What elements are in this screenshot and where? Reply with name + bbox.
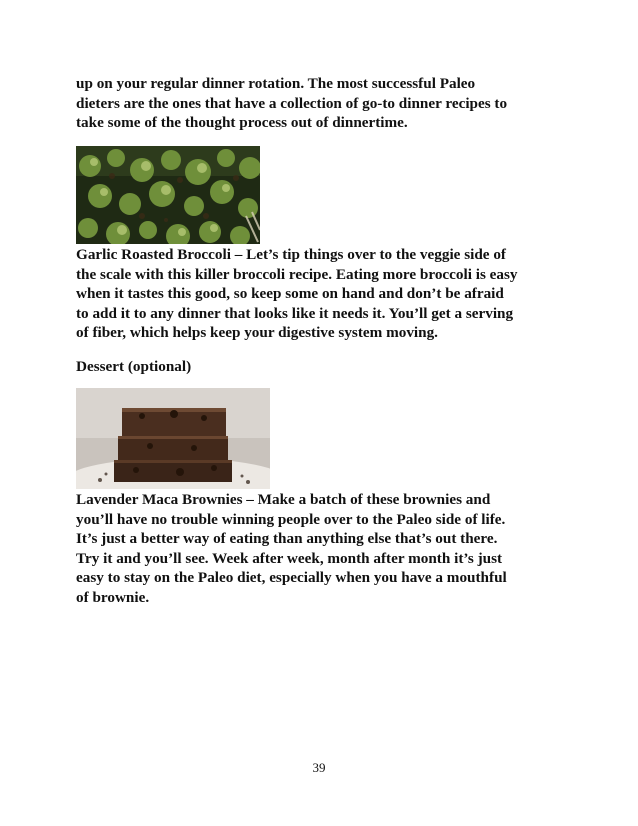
text-line: of fiber, which helps keep your digestive system moving. [76,324,438,342]
text-line: dieters are the ones that have a collection of go-to dinner recipes to [76,94,508,112]
text-line: Garlic Roasted Broccoli – Let’s tip things over to the veggie side of [76,246,506,263]
brownies-photo [76,388,270,489]
page-number: 39 [312,760,326,775]
text-line: Lavender Maca Brownies – Make a batch of these brownies and [76,491,491,508]
text-line: you’ll have no trouble winning people over to the Paleo side of life. [76,510,506,528]
text-line: when it tastes this good, so keep some on hand and don’t be afraid [76,285,504,303]
broccoli-paragraph [76,245,576,343]
text-line: to add it to any dinner that looks like it needs it. You’ll get a serving [76,304,514,322]
text-line: up on your regular dinner rotation. The most successful Paleo [76,75,476,92]
broccoli-photo [76,146,260,244]
text-line: Try it and you’ll see. Week after week, month after month it’s just [76,549,503,567]
text-line: easy to stay on the Paleo diet, especially when you have a mouthful [76,569,507,587]
text-line: the scale with this killer broccoli recipe. Eating more broccoli is easy [76,265,518,283]
text-line: of brownie. [76,588,150,606]
text-line: It’s just a better way of eating than anything else that’s out there. [76,530,498,548]
text-line: take some of the thought process out of dinnertime. [76,114,408,132]
intro-paragraph [76,74,576,133]
brownies-paragraph [76,490,576,608]
dessert-heading: Dessert (optional) [76,358,192,375]
